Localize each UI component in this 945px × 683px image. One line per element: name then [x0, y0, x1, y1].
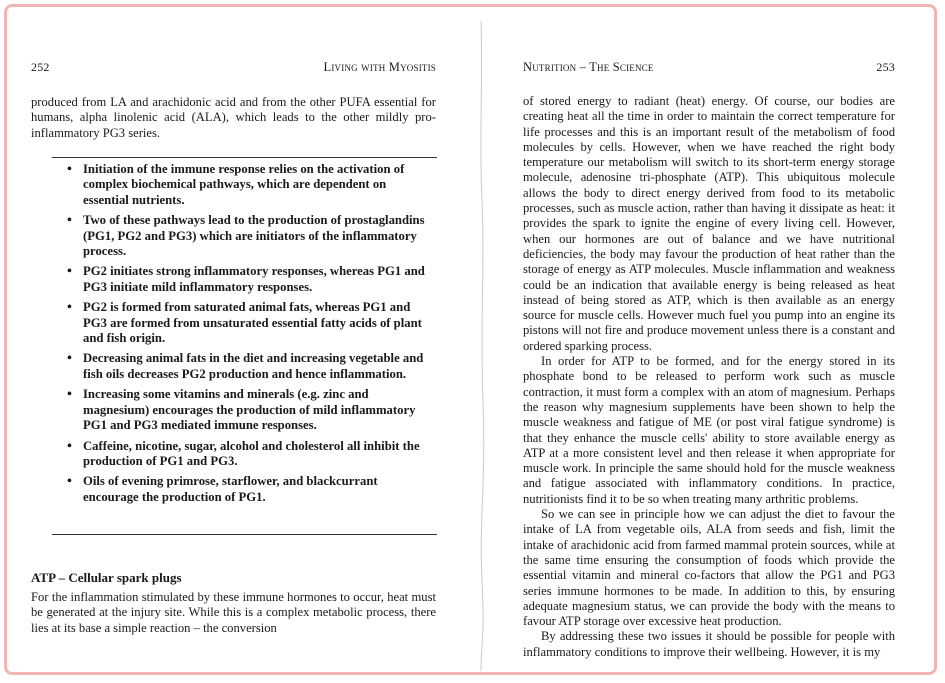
bullet-item: • Increasing some vitamins and minerals (e.g. zinc and magnesium) encourages the production of mild inflammatory PG1 and PG3 mediated immune responses. — [67, 387, 435, 433]
right-running-title: Nutrition – The Science — [523, 60, 654, 74]
right-page — [523, 7, 895, 672]
paragraph: of stored energy to radiant (heat) energy. Of course, our bodies are creating heat all the time in order to maintain the correct temperature for life processes and this is an important result of the metabolism of food molecules by cells. However, when we have reached the right body temperature our metabolism will switch to its short-term energy storage molecule, adenosine tri-phosphate (ATP). This ubiquitous molecule allows the body to direct energy derived from food to its metabolic processes, such as muscle action, rather than having it dissipate as heat: it provides the spark to ignite the engine of every living cell. However, when our hormones are out of balance and we have nutritional deficiencies, the body may favour the production of heat rather than the storage of energy as ATP molecules. Muscle inflammation and weakness could be an indication that available energy is being released as heat instead of being stored as ATP, which is then available as an energy source for muscle cells. However much fuel you pump into an engine its pistons will not fire and produce movement unless there is a constant and ordered sparking process. — [523, 94, 895, 353]
right-running-head — [523, 60, 895, 76]
right-text-column — [523, 94, 895, 660]
left-ending-paragraph — [31, 590, 436, 636]
book-gutter — [473, 21, 489, 671]
summary-bullet-list — [67, 162, 435, 510]
book-spread — [4, 4, 937, 675]
paragraph: In order for ATP to be formed, and for the energy stored in its phosphate bond to be released to perform work such as muscle contraction, it must form a complex with an atom of magnesium. Perhaps the reason why magnesium supplements have been shown to help the muscle weakness and fatigue of ME (or post viral fatigue syndrome) is that they enhance the muscle cells' ability to store available energy as ATP at a more consistent level and then release it when appropriate for muscle work. In principle the same should hold for the muscle weakness and fatigue associated with inflammatory conditions. In practice, nutritionists find it to be so when treating many arthritic problems. — [523, 354, 895, 506]
intro-text: produced from LA and arachidonic acid and from the other PUFA essential for humans, alpha linolenic acid (ALA), which leads to the other mildly pro-inflammatory PG3 series. — [31, 95, 436, 140]
bullet-item: • PG2 is formed from saturated animal fats, whereas PG1 and PG3 are formed from unsaturated essential fatty acids of plant and fish origin. — [67, 300, 435, 346]
bullet-item: • Initiation of the immune response relies on the activation of complex biochemical pathways, which are dependent on essential nutrients. — [67, 162, 435, 208]
left-page — [31, 7, 436, 672]
bullet-item: • Caffeine, nicotine, sugar, alcohol and cholesterol all inhibit the production of PG1 and PG3. — [67, 439, 435, 470]
bullet-item: • Oils of evening primrose, starflower, and blackcurrant encourage the production of PG1. — [67, 474, 435, 505]
paragraph: By addressing these two issues it should be possible for people with inflammatory conditions to improve their wellbeing. However, it is my — [523, 629, 895, 659]
section-heading: ATP – Cellular spark plugs — [31, 570, 182, 585]
right-page-number: 253 — [876, 60, 895, 74]
bullet-item: • Two of these pathways lead to the production of prostaglandins (PG1, PG2 and PG3) which are initiators of the inflammatory process. — [67, 213, 435, 259]
left-page-number: 252 — [31, 60, 50, 74]
left-intro-paragraph — [31, 95, 436, 141]
paragraph: So we can see in principle how we can adjust the diet to favour the intake of LA from vegetable oils, ALA from seeds and fish, limit the intake of arachidonic acid from farmed mammal protein sources, while at the same time ensuring the consumption of foods which provide the essential vitamin and mineral co-factors that allow the PG1 and PG3 series immune hormones to be made. In addition to this, by ensuring adequate magnesium status, we can provide the body with the means to favour ATP storage over excessive heat production. — [523, 507, 895, 629]
bullet-item: • PG2 initiates strong inflammatory responses, whereas PG1 and PG3 initiate mild inflammatory responses. — [67, 264, 435, 295]
ending-text: For the inflammation stimulated by these immune hormones to occur, heat must be generated at the injury site. While this is a complex metabolic process, there lies at its base a simple reaction – the conversion — [31, 590, 436, 635]
bullet-item: • Decreasing animal fats in the diet and increasing vegetable and fish oils decreases PG2 production and hence inflammation. — [67, 351, 435, 382]
summary-box-bottom-rule — [52, 534, 437, 535]
left-running-title: Living with Myositis — [323, 60, 436, 74]
summary-box-top-rule — [52, 157, 437, 158]
gutter-shadow-line — [473, 21, 489, 671]
left-running-head — [31, 60, 436, 76]
